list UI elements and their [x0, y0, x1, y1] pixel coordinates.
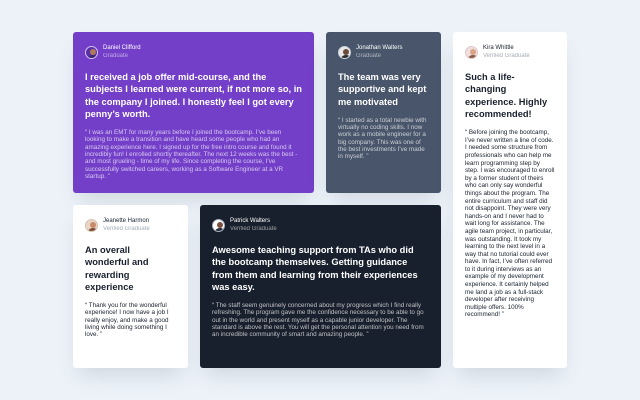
- avatar-jonathan-icon: [338, 46, 351, 59]
- avatar-jeanette-icon: [85, 219, 98, 232]
- testimonial-title: Awesome teaching support from TAs who did the bootcamp themselves. Getting guidance from them and learning from their experiences was easy.: [212, 245, 418, 292]
- card-header: [465, 43, 555, 61]
- author-name: Jeanette Harmon: [103, 218, 150, 224]
- testimonial-quote: “ I was an EMT for many years before I joined the bootcamp. I’ve been looking to make a transition and have heard some people who had an amazing experience here. I signed up for the free intro course and found it incredibly fun! I enrolled shortly thereafter. The next 12 weeks was the best - and most grueling - time of my life. Since completing the course, I’ve successfully switched careers, working as a Software Engineer at a VR startup. ”: [85, 129, 298, 180]
- author-role: Graduate: [103, 53, 129, 59]
- author-name: Kira Whittle: [483, 45, 514, 51]
- testimonial-card-jeanette: [73, 205, 188, 368]
- card-header: [212, 216, 429, 234]
- card-header: [85, 216, 176, 234]
- testimonial-title: The team was very supportive and kept me motivated: [338, 72, 427, 107]
- author-name: Daniel Clifford: [103, 45, 141, 51]
- author-role: Verified Graduate: [103, 226, 150, 232]
- avatar-kira-icon: [465, 46, 478, 59]
- testimonial-quote: “ The staff seem genuinely concerned about my progress which I find really refreshing. The program gave me the confidence necessary to be able to go out in the world and present myself as a capable junior developer. The standard is above the rest. You will get the personal attention you need from an incredible community of smart and amazing people. ”: [212, 302, 424, 339]
- card-header: [85, 43, 302, 61]
- author-role: Graduate: [356, 53, 382, 59]
- author-role: Verified Graduate: [230, 226, 277, 232]
- avatar-daniel-icon: [85, 46, 98, 59]
- testimonial-card-daniel: [73, 32, 314, 193]
- testimonial-card-kira: [453, 32, 567, 368]
- testimonial-card-jonathan: [326, 32, 441, 193]
- author-name: Jonathan Walters: [356, 45, 403, 51]
- author-name: Patrick Walters: [230, 218, 271, 224]
- testimonial-title: I received a job offer mid-course, and the subjects I learned were current, if not more so, in the company I joined. I honestly feel I got every penny’s worth.: [85, 72, 302, 119]
- testimonial-quote: “ Before joining the bootcamp, I’ve never written a line of code. I needed some structure from professionals who can help me learn programming step by step. I was encouraged to enroll by a former student of theirs who can only say wonderful things about the program. The entire curriculum and staff did not disappoint. They were very hands-on and I never had to wait long for assistance. The agile team project, in particular, was outstanding. It took my learning to the next level in a way that no tutorial could ever have. In fact, I’ve often referred to it during interviews as an example of my development experience. It certainly helped me land a job as a full-stack developer after receiving multiple offers. 100% recommend! ”: [465, 129, 555, 319]
- avatar-patrick-icon: [212, 219, 225, 232]
- card-header: [338, 43, 429, 61]
- testimonial-title: An overall wonderful and rewarding experience: [85, 245, 149, 292]
- testimonial-quote: “ Thank you for the wonderful experience! I now have a job I really enjoy, and make a good living while doing something I love. ”: [85, 302, 169, 339]
- author-role: Verified Graduate: [483, 53, 530, 59]
- testimonial-quote: “ I started as a total newbie with virtually no coding skills. I now work as a mobile engineer for a big company. This was one of the best investments I’ve made in myself. ”: [338, 116, 427, 161]
- testimonial-title: Such a life-changing experience. Highly recommended!: [465, 72, 548, 119]
- testimonial-card-patrick: [200, 205, 441, 368]
